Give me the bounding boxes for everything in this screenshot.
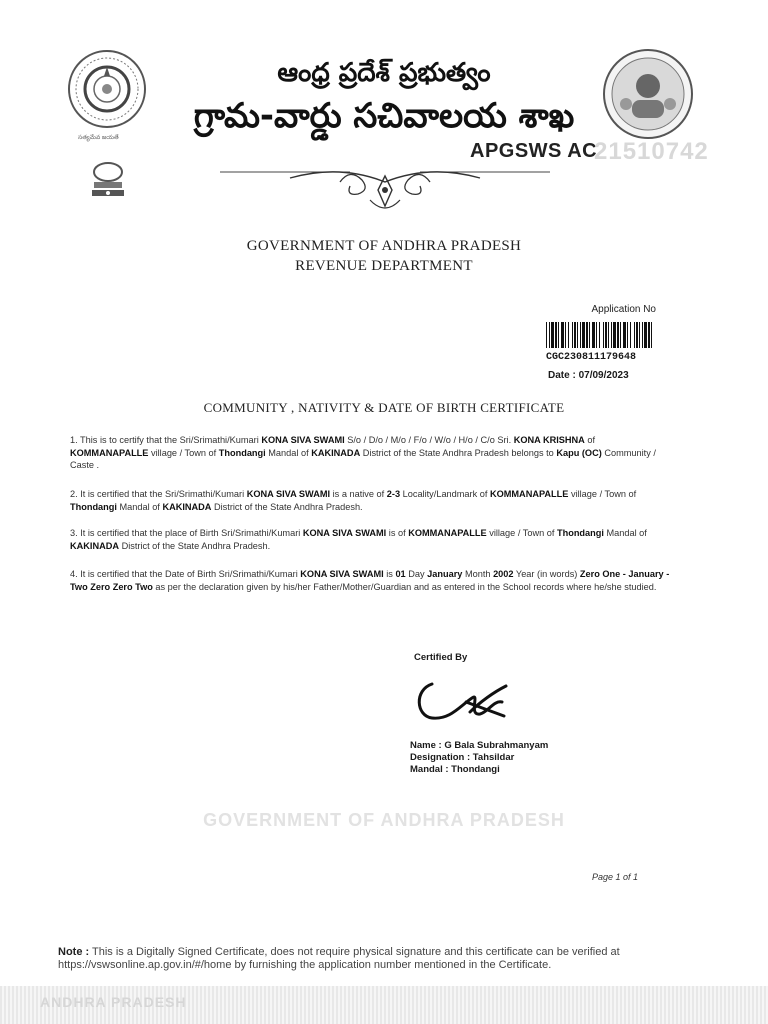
ornamental-divider-icon xyxy=(220,160,550,220)
bottom-band-text: ANDHRA PRADESH xyxy=(40,994,187,1010)
candidate-name: KONA SIVA SWAMI xyxy=(261,435,345,445)
p3-text: village / Town of xyxy=(489,528,555,538)
district-name: KAKINADA xyxy=(162,501,212,512)
village-name: KOMMANAPALLE xyxy=(489,489,569,499)
p2-text: Mandal of xyxy=(119,501,160,512)
p1-text: S/o / D/o / M/o / F/o / W/o / H/o / C/o Sri. xyxy=(347,435,512,445)
signature-icon xyxy=(410,672,520,730)
dob-year: 2002 xyxy=(493,569,514,579)
note-text: This is a Digitally Signed Certificate, does not require physical signature and this certificate can be verified at https://vswsonline.ap.gov.in/#/home by furnishing the application number mentioned in the Certificate. xyxy=(58,946,620,971)
note-label: Note : xyxy=(58,946,90,958)
department-name: REVENUE DEPARTMENT xyxy=(295,258,473,274)
p4-text: 4. It is certified that the Date of Birth Sri/Srimathi/Kumari xyxy=(70,569,298,579)
p2-text: District of the State Andhra Pradesh. xyxy=(214,501,363,512)
officer-mandal: Mandal : Thondangi xyxy=(410,764,500,775)
parent-name: KONA KRISHNA xyxy=(513,435,585,445)
candidate-name: KONA SIVA SWAMI xyxy=(300,569,384,579)
application-number: CGC230811179648 xyxy=(546,352,637,363)
paragraph-place-of-birth xyxy=(70,527,670,552)
government-name: GOVERNMENT OF ANDHRA PRADESH xyxy=(246,238,522,254)
p4-text: Day xyxy=(408,569,425,579)
watermark-text: GOVERNMENT OF ANDHRA PRADESH xyxy=(203,810,565,830)
certificate-title: COMMUNITY , NATIVITY & DATE OF BIRTH CERTIFICATE xyxy=(203,400,565,415)
signatory-details xyxy=(410,740,548,776)
district-name: KAKINADA xyxy=(70,540,119,551)
government-title xyxy=(0,236,768,276)
certified-by-label: Certified By xyxy=(414,652,468,663)
p2-text: village / Town of xyxy=(570,489,637,499)
p2-text: Locality/Landmark of xyxy=(402,489,488,499)
lion-capital-icon xyxy=(86,160,130,200)
emblem-caption: సత్యమేవ జయతే xyxy=(78,135,119,141)
paragraph-community xyxy=(70,434,670,472)
p3-text: is of xyxy=(388,528,406,538)
state-government-title-telugu: ఆంధ్ర ప్రదేశ్ ప్రభుత్వం xyxy=(277,58,491,88)
candidate-name: KONA SIVA SWAMI xyxy=(302,528,387,538)
application-number-label: Application No xyxy=(591,304,656,315)
p1-text: Community / Caste . xyxy=(70,447,656,470)
p1-text: 1. This is to certify that the Sri/Srimathi/Kumari xyxy=(70,435,259,445)
p2-text: 2. It is certified that the Sri/Srimathi/Kumari xyxy=(70,489,245,499)
date-label: Date : xyxy=(548,370,576,381)
barcode-icon xyxy=(546,322,656,348)
candidate-name: KONA SIVA SWAMI xyxy=(246,489,331,499)
officer-designation: Designation : Tahsildar xyxy=(410,752,515,763)
page-number: Page 1 of 1 xyxy=(592,872,639,882)
verification-note xyxy=(58,946,738,972)
mandal-name: Thondangi xyxy=(70,501,117,512)
mandal-name: Thondangi xyxy=(218,447,266,458)
p1-text: District of the State Andhra Pradesh belongs to xyxy=(362,447,554,458)
paragraph-date-of-birth xyxy=(70,568,670,593)
p4-text: as per the declaration given by his/her Father/Mother/Guardian and as entered in the School records where he/she studied. xyxy=(155,581,657,592)
village-name: KOMMANAPALLE xyxy=(408,528,487,538)
mandal-name: Thondangi xyxy=(556,528,604,538)
p2-text: is a native of xyxy=(332,489,385,499)
p4-text: Month xyxy=(464,569,491,579)
dob-month: January xyxy=(427,569,463,579)
department-title-telugu: గ్రామ-వార్డు సచివాలయ శాఖ xyxy=(193,96,575,136)
p3-text: District of the State Andhra Pradesh. xyxy=(121,540,271,551)
p4-text: is xyxy=(386,569,393,579)
dob-in-words: Zero One - January - Two Zero Zero Two xyxy=(70,569,670,592)
p3-text: Mandal of xyxy=(606,528,647,538)
district-name: KAKINADA xyxy=(311,447,361,458)
p1-text: Mandal of xyxy=(268,447,309,458)
officer-name: Name : G Bala Subrahmanyam xyxy=(410,740,549,751)
serial-number: 21510742 xyxy=(594,138,709,165)
application-date xyxy=(548,370,629,381)
p4-text: Year (in words) xyxy=(515,569,578,579)
date-value: 07/09/2023 xyxy=(578,370,629,381)
p1-text: village / Town of xyxy=(151,447,217,458)
village-name: KOMMANAPALLE xyxy=(70,447,149,458)
p3-text: 3. It is certified that the place of Birth Sri/Srimathi/Kumari xyxy=(70,528,301,538)
dob-day: 01 xyxy=(395,569,406,579)
locality-value: 2-3 xyxy=(386,489,401,499)
office-code: APGSWS AC xyxy=(470,140,598,162)
p1-text: of xyxy=(587,435,596,445)
community-name: Kapu (OC) xyxy=(556,447,602,458)
paragraph-nativity xyxy=(70,488,670,513)
